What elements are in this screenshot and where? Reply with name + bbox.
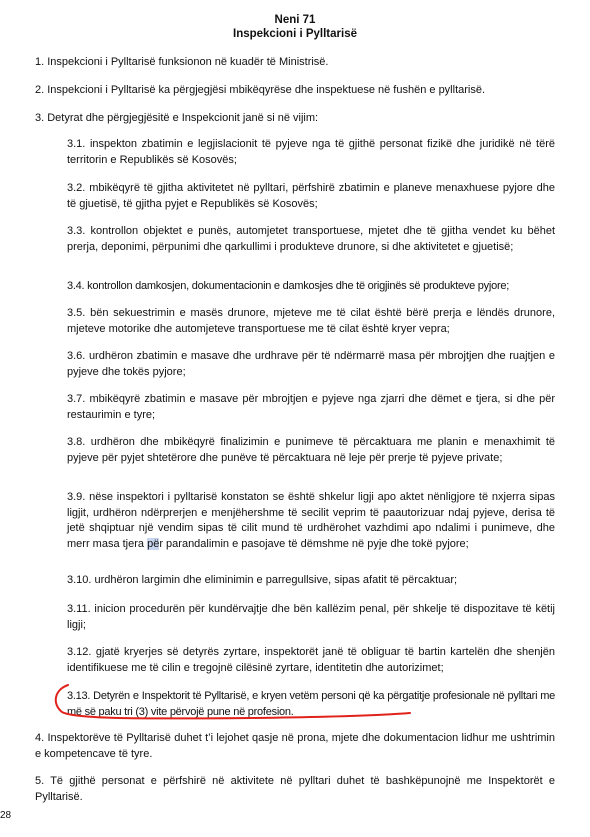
paragraph-5: 5. Të gjithë personat e përfshirë në aktivitete në pylltari duhet të bashkëpunojnë me Inspektorët e Pylltarisë.	[35, 775, 555, 803]
paragraph-2: 2. Inspekcioni i Pylltarisë ka përgjegjësi mbikëqyrëse dhe inspektuese në fushën e pylltarisë.	[35, 84, 486, 96]
subitem-3-9-text-b: r parandalimin e pasojave të dëmshme në pyje dhe tokë pyjore;	[159, 537, 469, 550]
subitem-3-10: 3.10. urdhëron largimin dhe eliminimin e parregullsive, sipas afatit të përcaktuar;	[67, 574, 458, 586]
paragraph-3: 3. Detyrat dhe përgjegjësitë e Inspekcionit janë si në vijim:	[35, 112, 319, 124]
subitem-3-1: 3.1. inspekton zbatimin e legjislacionit të pyjeve nga të gjithë personat fizikë dhe juridikë në tërë territorin e Republikës së Kosovës;	[67, 138, 555, 166]
subitem-3-11: 3.11. inicion procedurën për kundërvajtje dhe bën kallëzim penal, për shkelje të dispozitave të këtij ligji;	[67, 603, 555, 631]
highlighted-text: pë	[147, 537, 160, 550]
subitem-3-9	[67, 490, 555, 552]
paragraph-1: 1. Inspekcioni i Pylltarisë funksionon në kuadër të Ministrisë.	[35, 56, 329, 68]
subitem-3-8: 3.8. urdhëron dhe mbikëqyrë finalizimin e punimeve të përcaktuara me planin e menaxhimit të pyjeve për pyjet shtetërore dhe punëve të përcaktuara në leje për prerje të pyjeve private;	[67, 436, 555, 464]
subitem-3-12: 3.12. gjatë kryerjes së detyrës zyrtare, inspektorët janë të obliguar të bartin kartelën dhe shenjën identifikuese me të cilin e tregojnë cilësinë zyrtare, identitetin dhe autorizimet;	[67, 646, 555, 674]
article-title: Inspekcioni i Pylltarisë	[233, 28, 357, 40]
page-number: 28	[0, 810, 12, 821]
subitem-3-9-text-a: 3.9. nëse inspektori i pylltarisë konstaton se është shkelur ligji apo aktet nënligjore të nxjerra sipas ligjit, urdhëron ndërprerjen e menjëhershme të secilit veprim të paautorizuar ndaj pyjeve, derisa të jetë shqiptuar një vendim sipas të cilit mund të urdhërohet vazhdimi apo ndalimi i punimeve, dhe merr masa tjera	[67, 491, 555, 550]
subitem-3-2: 3.2. mbikëqyrë të gjitha aktivitetet në pylltari, përfshirë zbatimin e planeve menaxhuese pyjore dhe të gjuetisë, të gjitha pyjet e Republikës së Kosovës;	[67, 182, 555, 210]
subitem-3-13: 3.13. Detyrën e Inspektorit të Pylltarisë, e kryen vetëm personi që ka përgatitje profesionale në pylltari me më së paku tri (3) vite përvojë pune në profesion.	[67, 690, 555, 718]
subitem-3-6: 3.6. urdhëron zbatimin e masave dhe urdhrave për të ndërmarrë masa për mbrojtjen dhe ruajtjen e pyjeve dhe tokës pyjore;	[67, 350, 555, 378]
subitem-3-7: 3.7. mbikëqyrë zbatimin e masave për mbrojtjen e pyjeve nga zjarri dhe dëmet e tjera, si dhe për restaurimin e tyre;	[67, 393, 555, 421]
subitem-3-4: 3.4. kontrollon damkosjen, dokumentacionin e damkosjes dhe të origjinës së produkteve pyjore;	[67, 280, 510, 292]
subitem-3-5: 3.5. bën sekuestrimin e masës drunore, mjeteve me të cilat është bërë prerja e lëndës drunore, mjeteve motorike dhe automjeteve transportuese me të cilat është kryer vepra;	[67, 307, 555, 335]
article-number: Neni 71	[274, 14, 316, 26]
subitem-3-3: 3.3. kontrollon objektet e punës, automjetet transportuese, mjetet dhe të gjitha vendet ku bëhet prerja, deponimi, përpunimi dhe qarkullimi i produkteve drunore, si dhe aktivitetet e gjuetisë;	[67, 225, 555, 253]
paragraph-4: 4. Inspektorëve të Pylltarisë duhet t’i lejohet qasje në prona, mjete dhe dokumentacion lidhur me ushtrimin e kompetencave të tyre.	[35, 732, 555, 760]
